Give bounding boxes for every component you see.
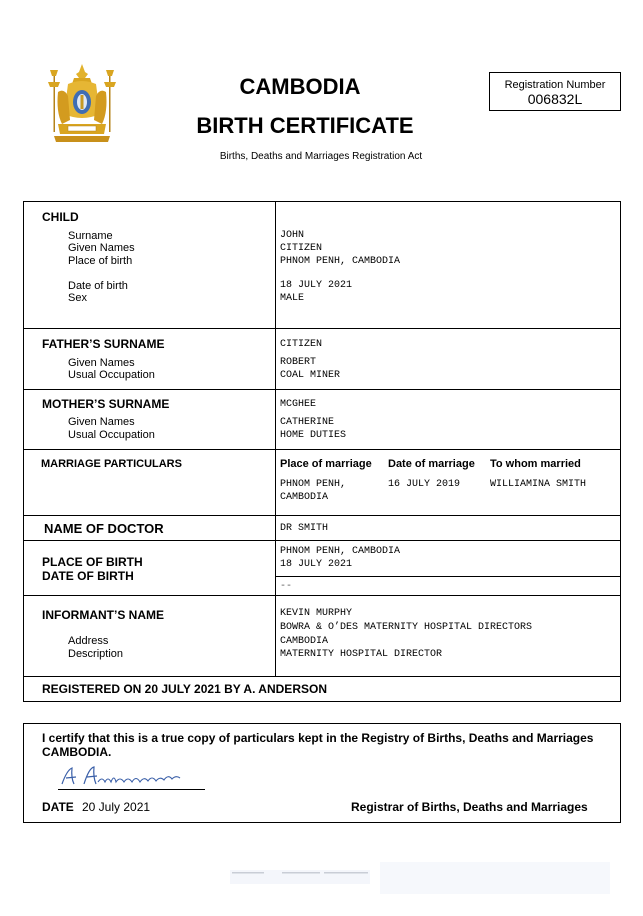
registered-statement: REGISTERED ON 20 JULY 2021 BY A. ANDERSON xyxy=(42,682,327,696)
father-heading: FATHER’S SURNAME xyxy=(42,337,165,351)
place-of-marriage-label: Place of marriage xyxy=(280,458,372,470)
marriage-place-line2: CAMBODIA xyxy=(280,492,329,503)
doctor-name-value: DR SMITH xyxy=(280,523,329,534)
informant-heading: INFORMANT’S NAME xyxy=(42,608,164,622)
mother-given-names-value: CATHERINE xyxy=(280,417,335,428)
marriage-heading: MARRIAGE PARTICULARS xyxy=(41,458,182,470)
marriage-date-value: 16 JULY 2019 xyxy=(388,479,461,490)
registration-number-label: Registration Number xyxy=(504,79,606,91)
informant-description-label: Description xyxy=(68,648,124,660)
child-heading: CHILD xyxy=(42,210,79,224)
doctor-section xyxy=(24,516,620,541)
to-whom-married-label: To whom married xyxy=(490,458,581,470)
scan-artifact xyxy=(230,852,610,897)
informant-address-label: Address xyxy=(68,635,109,647)
royal-arms-emblem-icon xyxy=(44,62,120,146)
marriage-whom-value: WILLIAMINA SMITH xyxy=(490,479,587,490)
birth-extra-value: -- xyxy=(280,581,293,592)
registrar-signature xyxy=(58,762,192,792)
informant-section xyxy=(24,596,620,677)
sex-label: Sex xyxy=(68,292,87,304)
certification-date-value: 20 July 2021 xyxy=(82,800,151,814)
registration-number-value: 006832L xyxy=(527,91,583,107)
act-subtitle: Births, Deaths and Marriages Registration Act xyxy=(219,151,423,162)
birth-section xyxy=(24,541,620,596)
father-occupation-label: Usual Occupation xyxy=(68,369,155,381)
informant-name-value: KEVIN MURPHY xyxy=(280,608,353,619)
doctor-heading: NAME OF DOCTOR xyxy=(44,521,164,536)
father-given-names-label: Given Names xyxy=(68,357,135,369)
mother-section xyxy=(24,390,620,450)
certification-statement: I certify that this is a true copy of particulars kept in the Registry of Births, Deaths and Marriages CAMBODIA. xyxy=(42,731,594,759)
mother-given-names-label: Given Names xyxy=(68,416,135,428)
certification-date-label: DATE xyxy=(42,800,74,814)
signature-line xyxy=(58,789,205,790)
birth-date-value: 18 JULY 2021 xyxy=(280,559,353,570)
document-title: BIRTH CERTIFICATE xyxy=(196,113,414,138)
child-section xyxy=(24,202,620,329)
father-given-names-value: ROBERT xyxy=(280,357,317,368)
given-names-label: Given Names xyxy=(68,242,135,254)
father-section xyxy=(24,329,620,390)
birth-row-divider xyxy=(275,576,620,577)
child-place-of-birth-value: PHNOM PENH, CAMBODIA xyxy=(280,256,401,267)
mother-occupation-label: Usual Occupation xyxy=(68,429,155,441)
certification-box xyxy=(23,723,621,823)
child-surname-value: JOHN xyxy=(280,230,305,241)
informant-address-line2: CAMBODIA xyxy=(280,636,329,647)
marriage-section xyxy=(24,450,620,516)
place-of-birth-label: Place of birth xyxy=(68,255,133,267)
birth-place-value: PHNOM PENH, CAMBODIA xyxy=(280,546,401,557)
informant-address-line1: BOWRA & O’DES MATERNITY HOSPITAL DIRECTORS xyxy=(280,622,533,633)
father-surname-value: CITIZEN xyxy=(280,339,323,350)
certificate-table xyxy=(23,201,621,702)
child-sex-value: MALE xyxy=(280,293,305,304)
registration-number-box xyxy=(489,72,621,111)
surname-label: Surname xyxy=(68,230,113,242)
mother-surname-value: MCGHEE xyxy=(280,399,317,410)
date-of-birth-heading: DATE OF BIRTH xyxy=(42,569,134,583)
registrar-title: Registrar of Births, Deaths and Marriages xyxy=(351,800,588,814)
child-given-names-value: CITIZEN xyxy=(280,243,323,254)
informant-description-value: MATERNITY HOSPITAL DIRECTOR xyxy=(280,649,443,660)
mother-occupation-value: HOME DUTIES xyxy=(280,430,347,441)
child-date-of-birth-value: 18 JULY 2021 xyxy=(280,280,353,291)
mother-heading: MOTHER’S SURNAME xyxy=(42,397,170,411)
father-occupation-value: COAL MINER xyxy=(280,370,341,381)
marriage-place-line1: PHNOM PENH, xyxy=(280,479,347,490)
country-title: CAMBODIA xyxy=(239,74,361,99)
place-of-birth-heading: PLACE OF BIRTH xyxy=(42,555,143,569)
date-of-birth-label: Date of birth xyxy=(68,280,128,292)
date-of-marriage-label: Date of marriage xyxy=(388,458,475,470)
